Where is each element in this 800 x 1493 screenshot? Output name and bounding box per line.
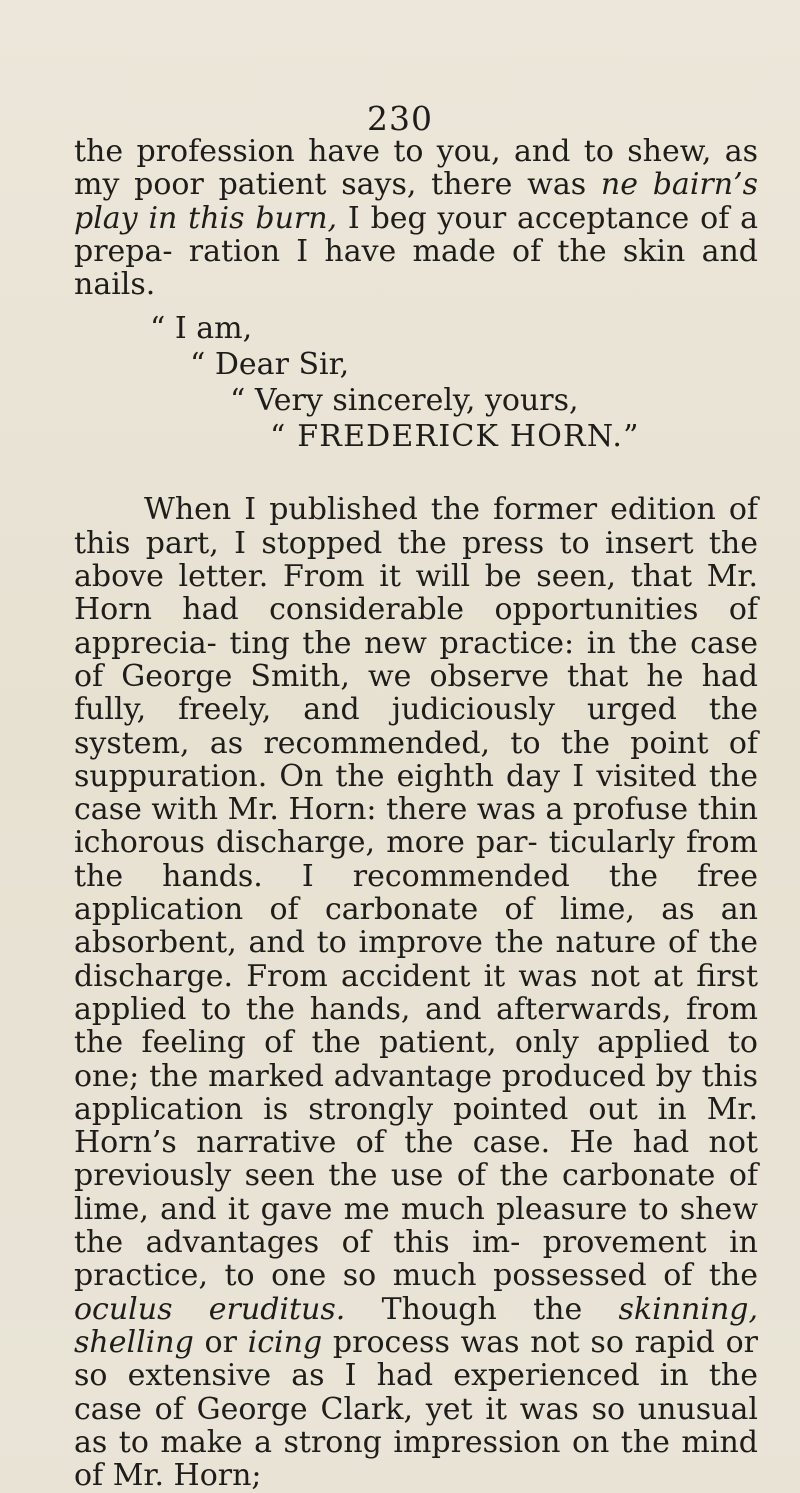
- commentary-italic-icing: icing: [247, 1324, 323, 1360]
- commentary-italic-oculus: oculus eruditus.: [74, 1291, 346, 1327]
- signoff-dear-sir: “ Dear Sir,: [190, 347, 350, 383]
- signoff-very-sincerely: “ Very sincerely, yours,: [230, 383, 579, 419]
- letter-italic-phrase: ne bairn’s play in this burn,: [74, 167, 759, 236]
- signoff-signature-name: “ FREDERICK HORN.”: [270, 419, 640, 455]
- signoff-i-am: “ I am,: [150, 311, 253, 347]
- commentary-text-d: process was not so rapid or so extensive as I had experienced in the case of George Clark, yet it was so unusual as to make a strong impression on the mind of Mr. Horn;: [74, 1324, 758, 1493]
- commentary-italic-skinning: skinning, shelling: [74, 1291, 758, 1360]
- letter-text-b: I beg your acceptance of a prepa- ration I have made of the skin and nails.: [74, 200, 758, 303]
- letter-text-a: the profession have to you, and to shew, as my poor patient says, there was: [74, 134, 758, 203]
- commentary-text-b: Though the: [345, 1291, 619, 1327]
- page-body: [74, 135, 758, 1492]
- commentary-paragraph: [74, 493, 758, 1492]
- letter-closing-paragraph: [74, 135, 758, 301]
- commentary-text-a: When I published the former edition of this part, I stopped the press to insert the above letter. From it will be seen, that Mr. Horn had considerable opportunities of apprecia- ting the new practice: in the case of George Smith, we observe that he had fully, freely, and judiciously urged the system, as recommended, to the point of suppuration. On the eighth day I visited the case with Mr. Horn: there was a profuse thin ichorous discharge, more par- ticularly from the hands. I recommended the free application of carbonate of lime, as an absorbent, and to improve the nature of the discharge. From accident it was not at first applied to the hands, and afterwards, from the feeling of the patient, only applied to one; the marked advantage produced by this application is strongly pointed out in Mr. Horn’s narrative of the case. He had not previously seen the use of the carbonate of lime, and it gave me much pleasure to shew the advantages of this im- provement in practice, to one so much possessed of the: [74, 492, 758, 1294]
- page-number: 230: [367, 99, 433, 138]
- commentary-text-c: or: [193, 1324, 248, 1360]
- letter-signoff: [74, 311, 758, 455]
